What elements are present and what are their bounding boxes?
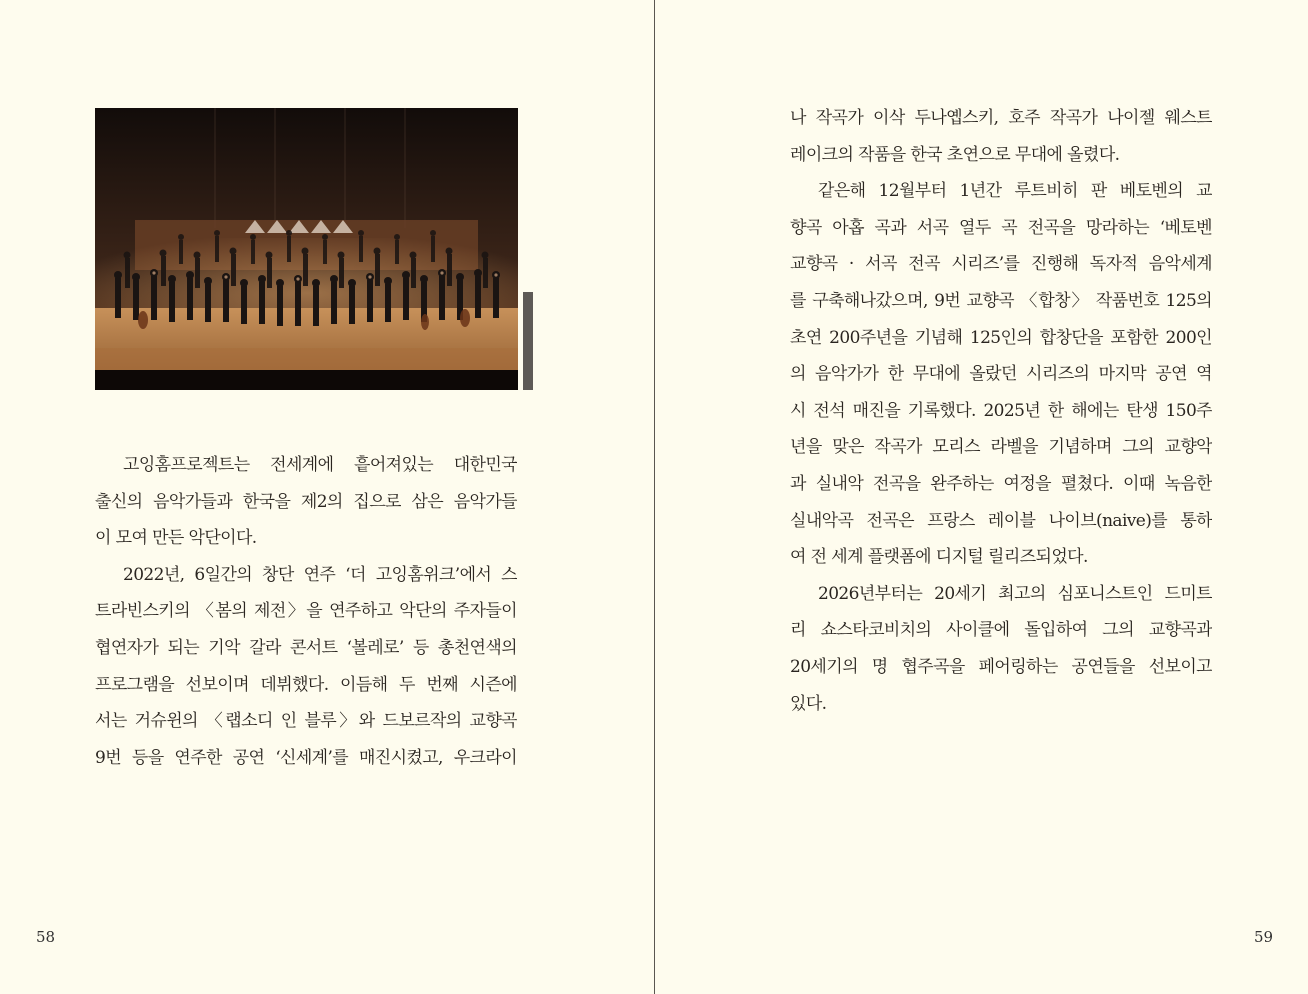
text-line: 시 전석 매진을 기록했다. 2025년 한 해에는 탄생 150주 xyxy=(790,400,1212,421)
text-line: 여 전 세계 플랫폼에 디지털 릴리즈되었다. xyxy=(790,547,1088,568)
text-line: 9번 등을 연주한 공연 ‘신세계’를 매진시켰고, 우크라이 xyxy=(95,747,517,768)
text-line: 프로그램을 선보이며 데뷔했다. 이듬해 두 번째 시즌에 xyxy=(95,674,517,695)
text-line: 리 쇼스타코비치의 사이클에 돌입하여 그의 교향곡과 xyxy=(790,620,1212,641)
page-number-right: 59 xyxy=(1254,928,1274,946)
text-line: 출신의 음악가들과 한국을 제2의 집으로 삼은 음악가들 xyxy=(95,491,517,512)
text-line: 실내악곡 전곡은 프랑스 레이블 나이브(naive)를 통하 xyxy=(790,510,1212,531)
text-line: 서는 거슈윈의 〈랩소디 인 블루〉와 드보르작의 교향곡 xyxy=(95,711,517,732)
photo-side-bar xyxy=(523,292,533,390)
text-line: 협연자가 되는 기악 갈라 콘서트 ‘볼레로’ 등 총천연색의 xyxy=(95,637,517,658)
orchestra-stage-photo xyxy=(95,108,518,390)
text-line: 의 음악가가 한 무대에 올랐던 시리즈의 마지막 공연 역 xyxy=(790,364,1212,385)
text-line: 20세기의 명 협주곡을 페어링하는 공연들을 선보이고 xyxy=(790,656,1212,677)
left-body-text xyxy=(95,447,517,776)
text-line: 향곡 아홉 곡과 서곡 열두 곡 전곡을 망라하는 ‘베토벤 xyxy=(790,217,1212,238)
text-line: 있다. xyxy=(790,693,827,714)
text-line: 나 작곡가 이삭 두나옙스키, 호주 작곡가 나이젤 웨스트 xyxy=(790,108,1212,128)
text-line: 과 실내악 전곡을 완주하는 여정을 펼쳤다. 이때 녹음한 xyxy=(790,473,1212,494)
text-line: 이 모여 만든 악단이다. xyxy=(95,528,257,549)
text-line: 레이크의 작품을 한국 초연으로 무대에 올렸다. xyxy=(790,144,1120,165)
text-line: 2022년, 6일간의 창단 연주 ‘더 고잉홈위크’에서 스 xyxy=(123,564,517,585)
right-body-text xyxy=(790,100,1212,722)
text-line: 트라빈스키의 〈봄의 제전〉을 연주하고 악단의 주자들이 xyxy=(95,601,517,622)
text-line: 초연 200주년을 기념해 125인의 합창단을 포함한 200인 xyxy=(790,327,1212,348)
orchestra-photo-graphic xyxy=(95,108,518,390)
text-line: 2026년부터는 20세기 최고의 심포니스트인 드미트 xyxy=(818,583,1212,604)
text-line: 고잉홈프로젝트는 전세계에 흩어져있는 대한민국 xyxy=(123,455,517,475)
text-line: 같은해 12월부터 1년간 루트비히 판 베토벤의 교 xyxy=(818,181,1212,202)
text-line: 년을 맞은 작곡가 모리스 라벨을 기념하며 그의 교향악 xyxy=(790,437,1212,458)
text-line: 를 구축해나갔으며, 9번 교향곡 〈합창〉 작품번호 125의 xyxy=(790,290,1212,311)
text-line: 교향곡 · 서곡 전곡 시리즈’를 진행해 독자적 음악세계 xyxy=(790,254,1212,275)
right-page xyxy=(655,0,1308,994)
page-number-left: 58 xyxy=(36,928,56,946)
